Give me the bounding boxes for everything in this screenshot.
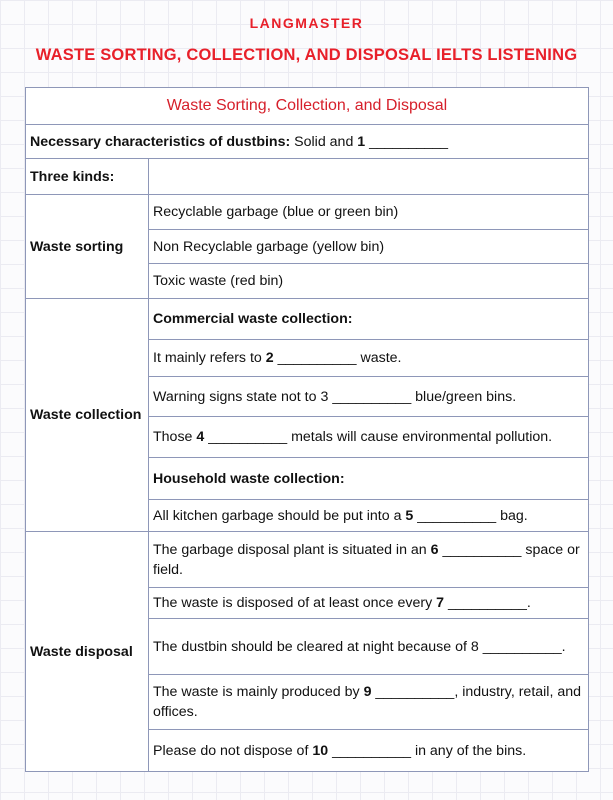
table-row <box>26 299 589 340</box>
question-text: All kitchen garbage should be put into a <box>153 507 402 524</box>
table-heading: Waste Sorting, Collection, and Disposal <box>26 88 589 125</box>
question-cell-6 <box>149 532 589 588</box>
table-row <box>26 195 589 230</box>
question-cell-9 <box>149 675 589 730</box>
question-number-2: 2 <box>265 350 274 366</box>
question-number-5: 5 <box>405 507 414 524</box>
question-text: in any of the bins. <box>414 742 527 759</box>
question-cell-7 <box>149 588 589 619</box>
question-text: , industry, retail, and offices. <box>153 684 582 720</box>
question-text: . <box>561 638 566 655</box>
worksheet-table <box>25 87 589 772</box>
question-number-9: 9 <box>363 684 372 700</box>
question-text: metals will cause environmental pollution. <box>291 429 553 445</box>
answer-blank-4[interactable]: __________ <box>208 429 288 445</box>
question-cell-4 <box>149 417 589 458</box>
question-text: blue/green bins. <box>415 388 517 405</box>
answer-blank-5[interactable]: __________ <box>417 507 497 524</box>
answer-blank-1[interactable]: __________ <box>369 133 449 150</box>
waste-sorting-label: Waste sorting <box>26 195 149 299</box>
question-number-8: 8 <box>470 638 479 655</box>
question-text: The garbage disposal plant is situated in an <box>153 541 427 558</box>
question-text: The waste is mainly produced by <box>153 684 360 700</box>
question-cell-8 <box>149 619 589 675</box>
question-text: Please do not dispose of <box>153 742 309 759</box>
characteristics-cell <box>26 125 589 159</box>
commercial-heading: Commercial waste collection: <box>149 299 589 340</box>
waste-disposal-label: Waste disposal <box>26 532 149 772</box>
question-cell-3 <box>149 377 589 417</box>
question-number-3: 3 <box>320 388 329 405</box>
question-cell-2 <box>149 340 589 377</box>
answer-blank-3[interactable]: __________ <box>332 388 412 405</box>
three-kinds-row <box>26 159 589 195</box>
question-text: The waste is disposed of at least once every <box>153 595 433 611</box>
question-text: It mainly refers to <box>153 350 262 366</box>
question-number-10: 10 <box>312 742 329 759</box>
characteristics-text: Solid and <box>294 133 354 150</box>
question-number-4: 4 <box>196 429 205 445</box>
three-kinds-label: Three kinds: <box>26 159 149 195</box>
question-text: . <box>526 595 531 611</box>
sorting-item: Recyclable garbage (blue or green bin) <box>149 195 589 230</box>
household-heading: Household waste collection: <box>149 458 589 500</box>
characteristics-row <box>26 125 589 159</box>
table-header-row <box>26 88 589 125</box>
question-number-6: 6 <box>430 541 439 558</box>
table-row <box>26 532 589 588</box>
answer-blank-6[interactable]: __________ <box>442 541 522 558</box>
question-text: bag. <box>500 507 528 524</box>
sorting-item: Toxic waste (red bin) <box>149 264 589 299</box>
answer-blank-9[interactable]: __________ <box>375 684 455 700</box>
waste-collection-label: Waste collection <box>26 299 149 532</box>
question-text: space or field. <box>153 541 580 578</box>
question-number-7: 7 <box>436 595 445 611</box>
answer-blank-2[interactable]: __________ <box>277 350 357 366</box>
answer-blank-7[interactable]: __________ <box>447 595 527 611</box>
question-text: Warning signs state not to <box>153 388 317 405</box>
question-cell-5 <box>149 500 589 532</box>
brand-logo: LANGMASTER <box>249 15 364 31</box>
question-text: The dustbin should be cleared at night because of <box>153 638 467 655</box>
sorting-item: Non Recyclable garbage (yellow bin) <box>149 230 589 264</box>
answer-blank-10[interactable]: __________ <box>332 742 411 759</box>
empty-cell <box>149 159 589 195</box>
question-cell-10 <box>149 730 589 772</box>
characteristics-label: Necessary characteristics of dustbins: <box>30 133 291 150</box>
question-number-1: 1 <box>357 133 366 150</box>
question-text: Those <box>153 429 193 445</box>
answer-blank-8[interactable]: __________ <box>482 638 562 655</box>
question-text: waste. <box>360 350 402 366</box>
page-title: WASTE SORTING, COLLECTION, AND DISPOSAL IELTS LISTENING <box>35 46 578 64</box>
